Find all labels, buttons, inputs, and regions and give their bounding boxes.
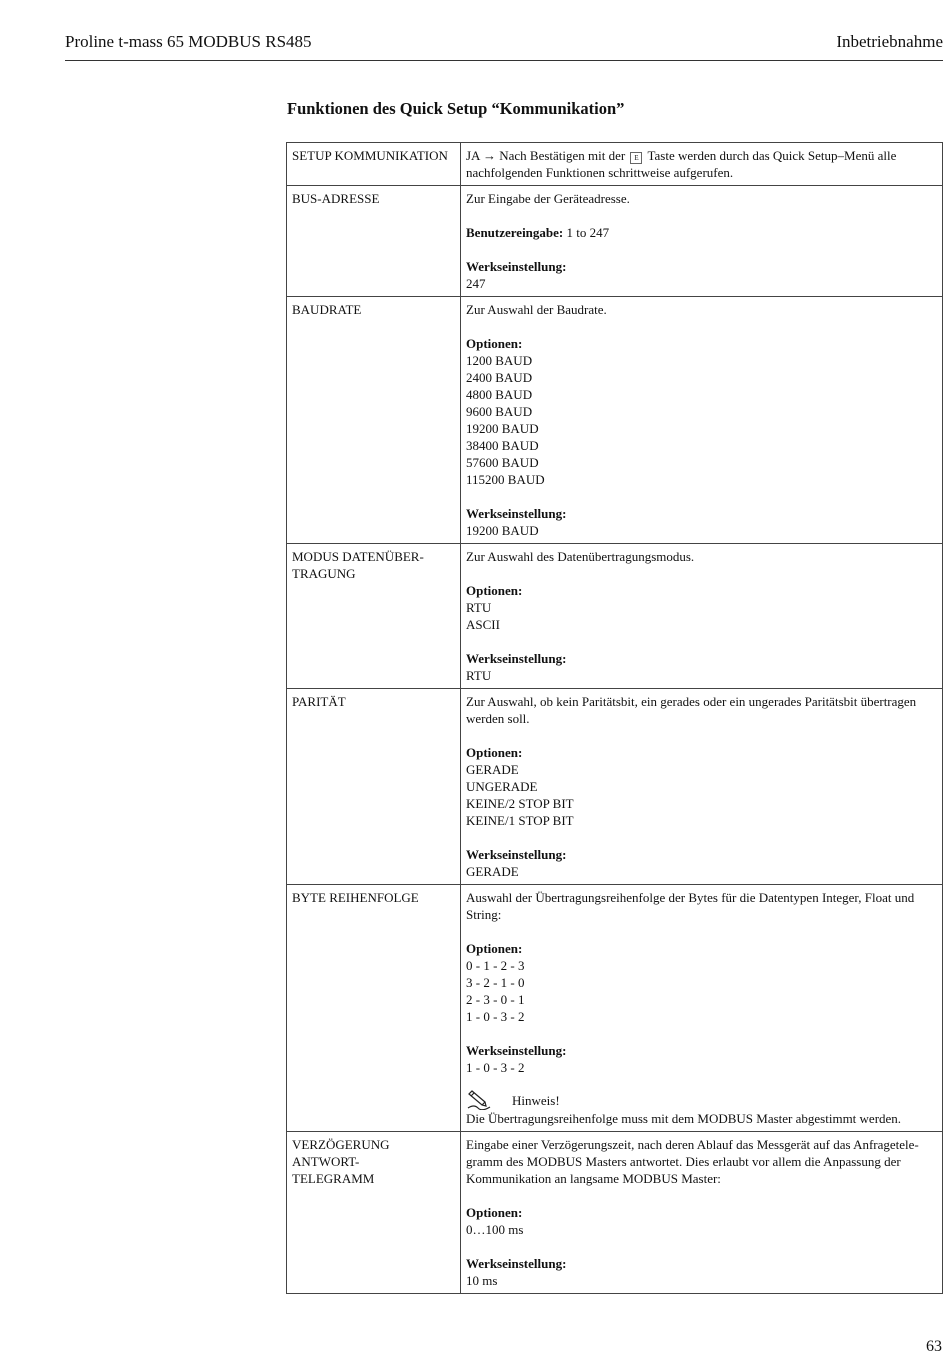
description-line: Kommunikation an langsame MODBUS Master:: [466, 1171, 721, 1186]
input-range: [466, 224, 937, 241]
function-name: PARITÄT: [287, 689, 461, 885]
table-row: [287, 1132, 943, 1294]
page-header: [65, 30, 943, 61]
note-text: Die Übertragungsreihenfolge muss mit dem MODBUS Master abgestimmt werden.: [466, 1111, 902, 1126]
function-description: [461, 186, 943, 297]
table-row: [287, 143, 943, 186]
default-label: Werkseinstellung:: [466, 506, 567, 521]
function-name: [287, 544, 461, 689]
table-row: [287, 544, 943, 689]
function-name: BYTE REIHENFOLGE: [287, 885, 461, 1132]
option-item: 57600 BAUD: [466, 455, 539, 470]
options-label: Optionen:: [466, 336, 523, 351]
default-setting: [466, 846, 937, 880]
options-block: [466, 1204, 937, 1238]
option-item: 2400 BAUD: [466, 370, 533, 385]
default-label: Werkseinstellung:: [466, 651, 567, 666]
section-title: Funktionen des Quick Setup “Kommunikation”: [287, 99, 625, 118]
page-number: 63: [926, 1338, 942, 1355]
default-value: RTU: [466, 668, 492, 683]
function-description: [461, 885, 943, 1132]
option-item: 2 - 3 - 0 - 1: [466, 992, 525, 1007]
function-table: [286, 142, 943, 1294]
option-item: 38400 BAUD: [466, 438, 539, 453]
description-text: Auswahl der Übertragungsreihenfolge der Bytes für die Datentypen Integer, Float und String:: [466, 890, 915, 922]
options-block: [466, 940, 937, 1025]
note-header: [466, 1090, 937, 1110]
function-description: [461, 1132, 943, 1294]
options-label: Optionen:: [466, 583, 523, 598]
default-setting: [466, 1042, 937, 1076]
function-description: [461, 297, 943, 544]
options-block: [466, 744, 937, 829]
function-name-line: VERZÖGERUNG ANTWORT-: [292, 1137, 390, 1169]
option-item: 115200 BAUD: [466, 472, 545, 487]
option-item: 3 - 2 - 1 - 0: [466, 975, 525, 990]
option-item: 1 - 0 - 3 - 2: [466, 1009, 525, 1024]
table-row: [287, 297, 943, 544]
options-label: Optionen:: [466, 1205, 523, 1220]
description-text: Zur Auswahl, ob kein Paritätsbit, ein gerades oder ein ungerades Paritätsbit übertragen werden soll.: [466, 694, 917, 726]
function-name-line: TELEGRAMM: [292, 1171, 375, 1186]
default-value: GERADE: [466, 864, 519, 879]
default-label: Werkseinstellung:: [466, 847, 567, 862]
note-block: [466, 1090, 937, 1127]
setup-text-b: Taste werden durch das Quick Setup–Menü alle nachfolgenden Funktionen schrittweise aufgerufen.: [466, 148, 897, 180]
options-label: Optionen:: [466, 745, 523, 760]
description-text: [466, 1136, 937, 1187]
note-label: Hinweis!: [512, 1092, 560, 1108]
pencil-note-icon: [466, 1090, 506, 1110]
table-row: [287, 885, 943, 1132]
header-chapter-title: Inbetriebnahme: [836, 32, 943, 51]
option-item: 4800 BAUD: [466, 387, 533, 402]
default-value: 1 - 0 - 3 - 2: [466, 1060, 525, 1075]
option-item: 9600 BAUD: [466, 404, 533, 419]
function-name: [287, 1132, 461, 1294]
default-label: Werkseinstellung:: [466, 1256, 567, 1271]
function-name-line: TRAGUNG: [292, 566, 356, 581]
option-item: 1200 BAUD: [466, 353, 533, 368]
option-item: UNGERADE: [466, 779, 538, 794]
default-value: 19200 BAUD: [466, 523, 539, 538]
function-name: SETUP KOMMUNIKATION: [287, 143, 461, 186]
input-label: Benutzereingabe:: [466, 225, 564, 240]
option-item: ASCII: [466, 617, 500, 632]
default-value: 10 ms: [466, 1273, 498, 1288]
default-setting: [466, 650, 937, 684]
options-label: Optionen:: [466, 941, 523, 956]
option-item: 0…100 ms: [466, 1222, 524, 1237]
default-setting: [466, 505, 937, 539]
table-row: [287, 689, 943, 885]
options-block: [466, 582, 937, 633]
table-row: [287, 186, 943, 297]
input-value: 1 to 247: [566, 225, 610, 240]
option-item: RTU: [466, 600, 492, 615]
function-description: [461, 143, 943, 186]
default-label: Werkseinstellung:: [466, 1043, 567, 1058]
description-text: Zur Eingabe der Geräteadresse.: [466, 191, 630, 206]
option-item: 19200 BAUD: [466, 421, 539, 436]
function-description: [461, 544, 943, 689]
options-block: [466, 335, 937, 488]
default-setting: [466, 1255, 937, 1289]
default-value: 247: [466, 276, 486, 291]
function-name: BAUDRATE: [287, 297, 461, 544]
description-line: Eingabe einer Verzögerungszeit, nach deren Ablauf das Messgerät auf das Anfragetele-: [466, 1137, 919, 1152]
default-setting: [466, 258, 937, 292]
function-description: [461, 689, 943, 885]
description-text: Zur Auswahl der Baudrate.: [466, 302, 607, 317]
function-name: BUS-ADRESSE: [287, 186, 461, 297]
option-item: KEINE/1 STOP BIT: [466, 813, 574, 828]
setup-text-a: JA → Nach Bestätigen mit der: [466, 148, 626, 163]
default-label: Werkseinstellung:: [466, 259, 567, 274]
option-item: 0 - 1 - 2 - 3: [466, 958, 525, 973]
option-item: KEINE/2 STOP BIT: [466, 796, 574, 811]
function-name-line: MODUS DATENÜBER-: [292, 549, 424, 564]
description-text: Zur Auswahl des Datenübertragungsmodus.: [466, 549, 695, 564]
header-product-title: Proline t-mass 65 MODBUS RS485: [65, 32, 312, 51]
option-item: GERADE: [466, 762, 519, 777]
description-line: gramm des MODBUS Masters antwortet. Dies erlaubt vor allem die Anpassung der: [466, 1154, 901, 1169]
enter-key-icon: E: [630, 152, 642, 164]
